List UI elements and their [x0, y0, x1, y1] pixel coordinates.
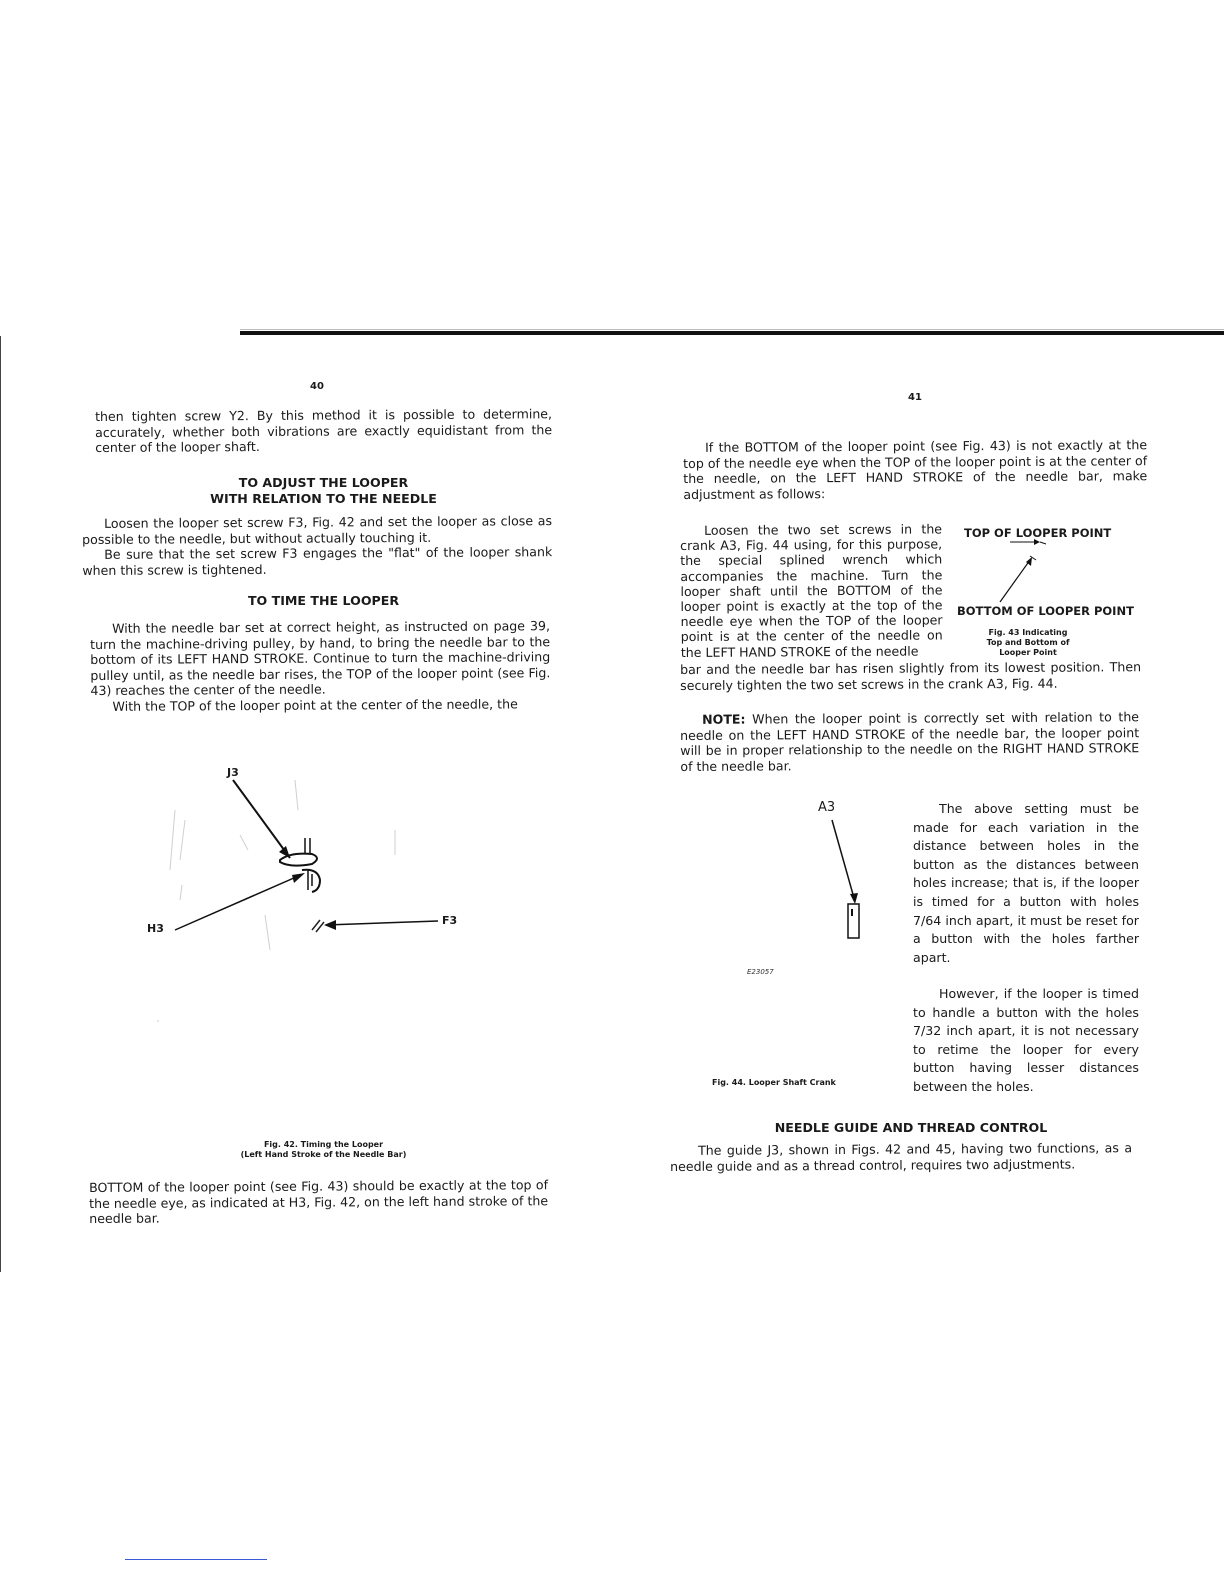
right-para-2-wrapped: Loosen the two set screws in the crank A3, Fig. 44 using, for this purpose, the special splined wrench which accompanies the machine. Turn the looper shaft until the BOTTOM of the looper point is exactly at the top of the needle eye when the TOP of the looper point is at the center of the needle on the LEFT HAND STROKE of the needle — [680, 521, 943, 660]
f3-arrowhead — [324, 920, 336, 930]
fig43-caption — [970, 628, 1086, 658]
fig43-bottom-label: BOTTOM OF LOOPER POINT — [957, 604, 1134, 618]
right-para-3: The above setting must be made for each variation in the distance between holes in the button as the distances between holes increase; that is, if the looper is timed for a button with holes 7/64 inch apart, it must be reset for a button with the holes farther apart. — [913, 801, 1139, 965]
right-para-5: The guide J3, shown in Figs. 42 and 45, having two functions, as a needle guide and as a thread control, requires two adjustments. — [670, 1140, 1133, 1174]
note-paragraph — [680, 709, 1139, 774]
heading-time-looper: TO TIME THE LOOPER — [247, 593, 400, 608]
left-para-4-text: With the TOP of the looper point at the center of the needle, the — [112, 696, 518, 714]
fig44-caption: Fig. 44. Looper Shaft Crank — [712, 1078, 836, 1087]
heading-adjust-looper-line2: WITH RELATION TO THE NEEDLE — [210, 491, 437, 506]
fig43-top-label: TOP OF LOOPER POINT — [964, 526, 1112, 540]
h3-arrowhead — [292, 873, 305, 883]
note-text: When the looper point is correctly set with relation to the needle on the LEFT HAND STROKE of the needle bar, the looper point will be in proper relationship to the needle on the RIGHT HAND STROKE of the needle bar. — [680, 709, 1140, 774]
fig42-caption-line1: Fig. 42. Timing the Looper — [263, 1140, 384, 1149]
fig44-label-a3: A3 — [818, 800, 836, 815]
left-para-5: BOTTOM of the looper point (see Fig. 43) should be exactly at the top of the needle eye, as indicated at H3, Fig. 42, on the left hand stroke of the needle bar. — [89, 1177, 549, 1227]
j3-pointer-line — [233, 780, 290, 858]
fig44-illustration — [826, 816, 886, 946]
a3-arrowhead — [850, 893, 858, 904]
fig42-caption-line2: (Left Hand Stroke of the Needle Bar) — [240, 1150, 407, 1159]
fig43-bottom-pointer — [1000, 560, 1030, 602]
page-top-rule — [240, 331, 1224, 335]
heading-needle-guide: NEEDLE GUIDE AND THREAD CONTROL — [774, 1120, 1048, 1135]
right-para-4: However, if the looper is timed to handle a button with the holes 7/32 inch apart, it is not necessary to retime the looper for every button having lesser distances between the holes. — [913, 986, 1139, 1094]
heading-adjust-looper-line1: TO ADJUST THE LOOPER — [238, 475, 409, 490]
fig43-caption-line2: Top and Bottom of — [986, 638, 1070, 647]
left-para-1 — [82, 513, 552, 578]
page-left-edge — [0, 336, 1, 1272]
fig43-caption-line3: Looper Point — [999, 648, 1057, 657]
heading-adjust-looper — [95, 475, 552, 507]
fig43-caption-line1: Fig. 43 Indicating — [988, 628, 1068, 637]
fig42-illustration — [140, 740, 480, 1040]
left-page-number: 40 — [310, 381, 324, 392]
set-screw-f3-shape — [312, 920, 324, 932]
right-para-2-rest: bar and the needle bar has risen slightly from its lowest position. Then securely tighten the two set screws in the crank A3, Fig. 44. — [680, 659, 1142, 693]
h3-pointer-line — [175, 874, 303, 930]
looper-shaft-crank-shape — [848, 904, 859, 938]
fig42-label-j3: J3 — [227, 766, 239, 779]
f3-pointer-line — [326, 921, 438, 925]
faint-figure-traces — [158, 780, 395, 1022]
note-label: NOTE: — [701, 711, 746, 727]
fig42-label-f3: F3 — [442, 914, 458, 927]
left-intro-paragraph: then tighten screw Y2. By this method it is possible to determine, accurately, whether both vibrations are exactly equidistant from the center of the looper shaft. — [95, 406, 553, 456]
fig42-caption — [95, 1140, 552, 1160]
left-para-2-text: Be sure that the set screw F3 engages the "flat" of the looper shank when this screw is tightened. — [82, 544, 553, 578]
page-top-rule-thin — [240, 329, 1224, 330]
right-page-number: 41 — [908, 392, 922, 403]
fig43-illustration — [990, 538, 1050, 608]
right-para-1: If the BOTTOM of the looper point (see Fig. 43) is not exactly at the top of the needle eye when the TOP of the looper point is at the center of the needle, on the LEFT HAND STROKE of the needle bar, make adjustment as follows: — [683, 437, 1148, 502]
left-para-3-text: With the needle bar set at correct height, as instructed on page 39, turn the machine-driving pulley, by hand, to bring the needle bar to the bottom of its LEFT HAND STROKE. Continue to turn the machine-driving pulley until, as the needle bar rises, the TOP of the looper point (see Fig. 43) reaches the center of the needle. — [90, 618, 551, 699]
fig42-label-h3: H3 — [147, 922, 164, 935]
bottom-link-underline[interactable] — [125, 1559, 267, 1560]
fig44-serial: E23057 — [747, 968, 774, 976]
left-para-1-text: Loosen the looper set screw F3, Fig. 42 and set the looper as close as possible to the needle, but without actually touching it. — [82, 513, 553, 547]
left-para-3 — [90, 618, 551, 714]
a3-pointer-line — [832, 820, 854, 898]
